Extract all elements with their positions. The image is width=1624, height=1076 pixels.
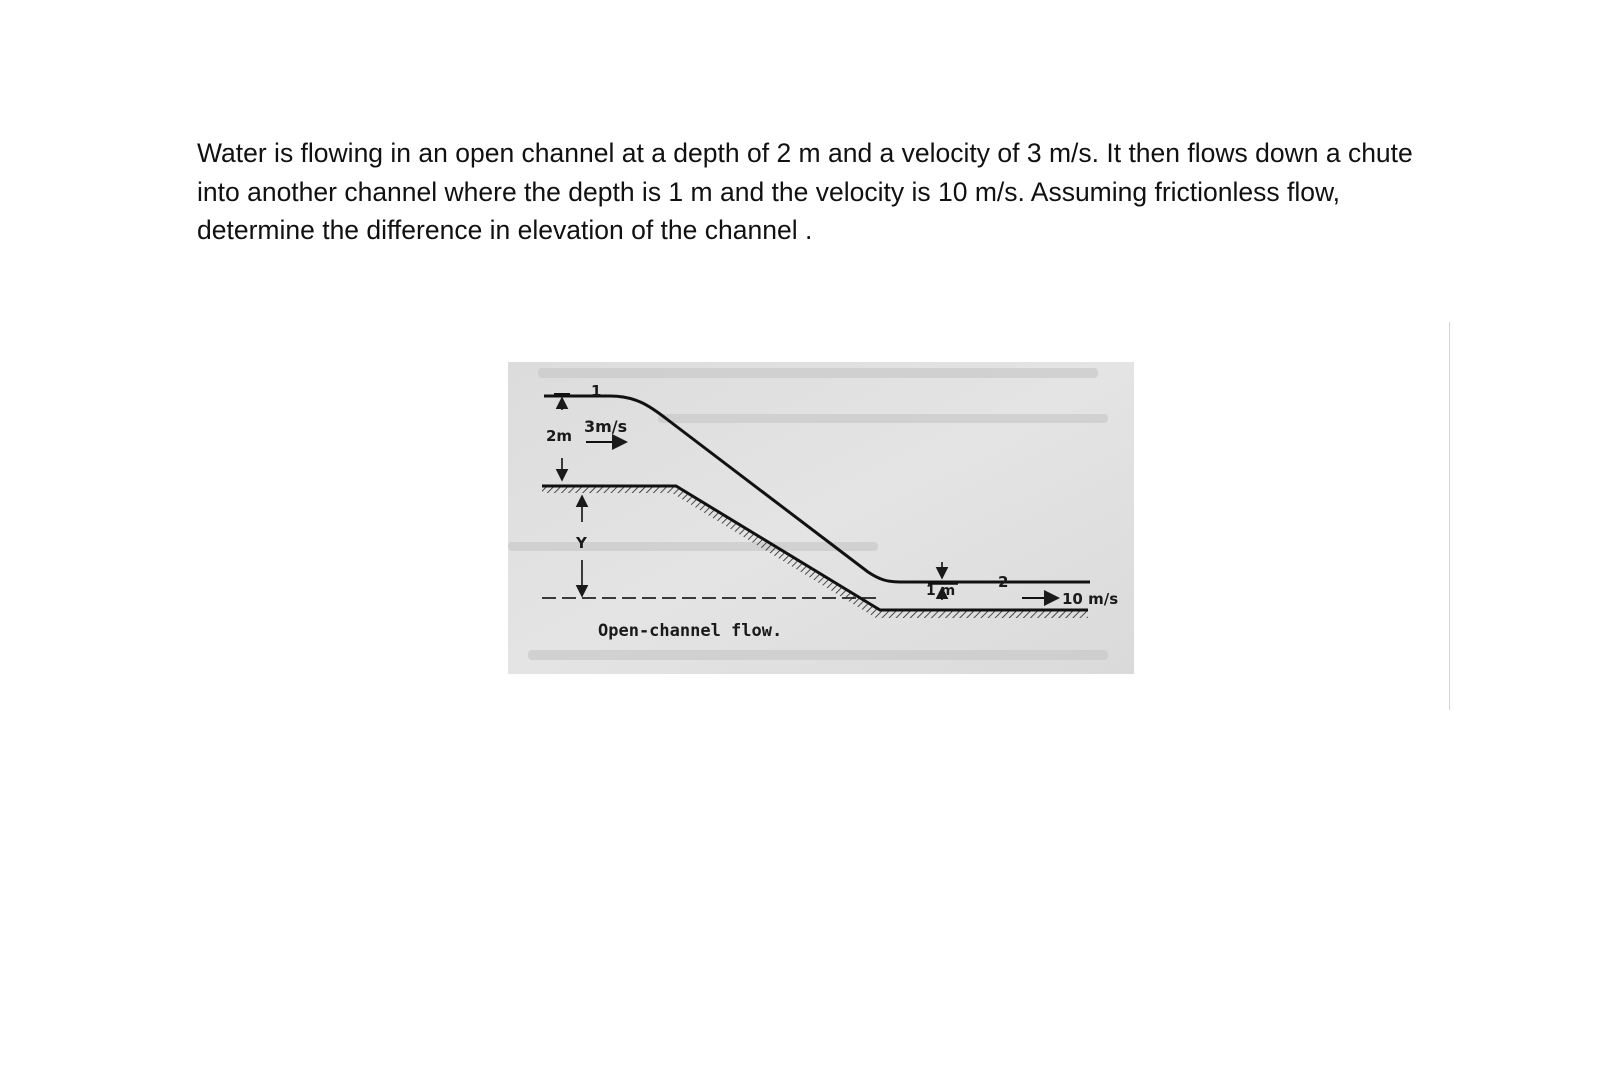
downstream-depth-label: 1 m xyxy=(926,583,956,599)
upstream-depth-label: 2m xyxy=(546,427,573,445)
upstream-velocity-label: 3m/s xyxy=(584,417,628,436)
section-2-marker xyxy=(998,573,1008,591)
open-channel-figure xyxy=(508,362,1134,674)
problem-statement: Water is flowing in an open channel at a depth of 2 m and a velocity of 3 m/s. It then flows down a chute into another channel where the depth is 1 m and the velocity is 10 m/s. Assuming frictionless flow, determine the difference in elevation of the channel . xyxy=(197,138,1413,245)
page-divider-line xyxy=(1449,322,1450,710)
downstream-velocity-label: 10 m/s xyxy=(1062,590,1119,608)
figure-caption: Open-channel flow. xyxy=(598,621,783,641)
section-1-label: 1 xyxy=(591,382,602,400)
section-2-label: 2 xyxy=(998,573,1009,591)
elevation-label: Y xyxy=(576,534,587,552)
